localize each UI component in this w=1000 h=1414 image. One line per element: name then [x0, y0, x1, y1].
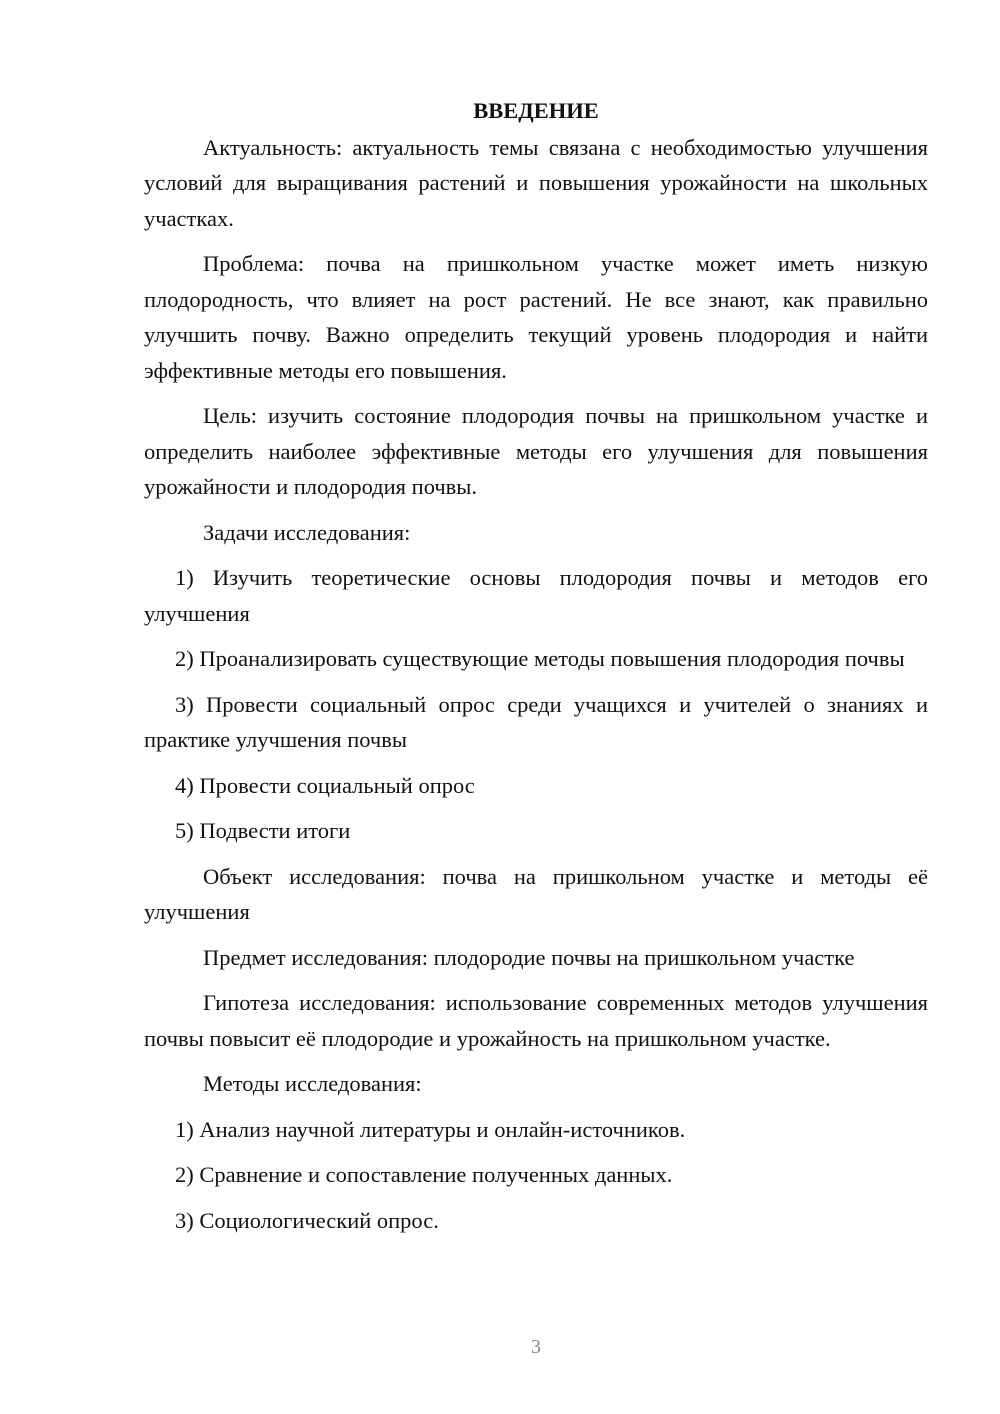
paragraph-tasks-intro: Задачи исследования: — [203, 519, 411, 545]
task-item-2: 2) Проанализировать существующие методы повышения плодородия почвы — [175, 646, 905, 671]
paragraph-relevance: Актуальность: актуальность темы связана с необходимостью улучшения условий для выращивания растений и повышения урожайности на школьных участках. — [144, 134, 928, 231]
method-item-1: 1) Анализ научной литературы и онлайн-источников. — [175, 1116, 686, 1142]
method-item-3: 3) Социологический опрос. — [175, 1207, 439, 1233]
paragraph-goal: Цель: изучить состояние плодородия почвы на пришкольном участке и определить наиболее эффективные методы его улучшения для повышения урожайности и плодородия почвы. — [144, 403, 928, 499]
page-number: 3 — [531, 1336, 541, 1358]
paragraph-problem: Проблема: почва на пришкольном участке может иметь низкую плодородность, что влияет на рост растений. Не все знают, как правильно улучшить почву. Важно определить текущий уровень плодородия и найти эффективные методы его повышения. — [144, 251, 928, 383]
paragraph-object: Объект исследования: почва на пришкольном участке и методы её улучшения — [144, 863, 928, 924]
section-heading: ВВЕДЕНИЕ — [473, 98, 599, 123]
paragraph-hypothesis: Гипотеза исследования: использование современных методов улучшения почвы повысит её плодородие и урожайность на пришкольном участке. — [144, 990, 928, 1051]
paragraph-subject: Предмет исследования: плодородие почвы на пришкольном участке — [203, 944, 855, 970]
paragraph-methods-intro: Методы исследования: — [203, 1071, 422, 1096]
page-content — [144, 93, 928, 1248]
task-item-5: 5) Подвести итоги — [175, 818, 351, 843]
task-item-1: 1) Изучить теоретические основы плодородия почвы и методов его улучшения — [144, 565, 928, 626]
method-item-2: 2) Сравнение и сопоставление полученных данных. — [175, 1162, 673, 1187]
task-item-4: 4) Провести социальный опрос — [175, 772, 475, 798]
task-item-3: 3) Провести социальный опрос среди учащихся и учителей о знаниях и практике улучшения почвы — [144, 691, 928, 752]
